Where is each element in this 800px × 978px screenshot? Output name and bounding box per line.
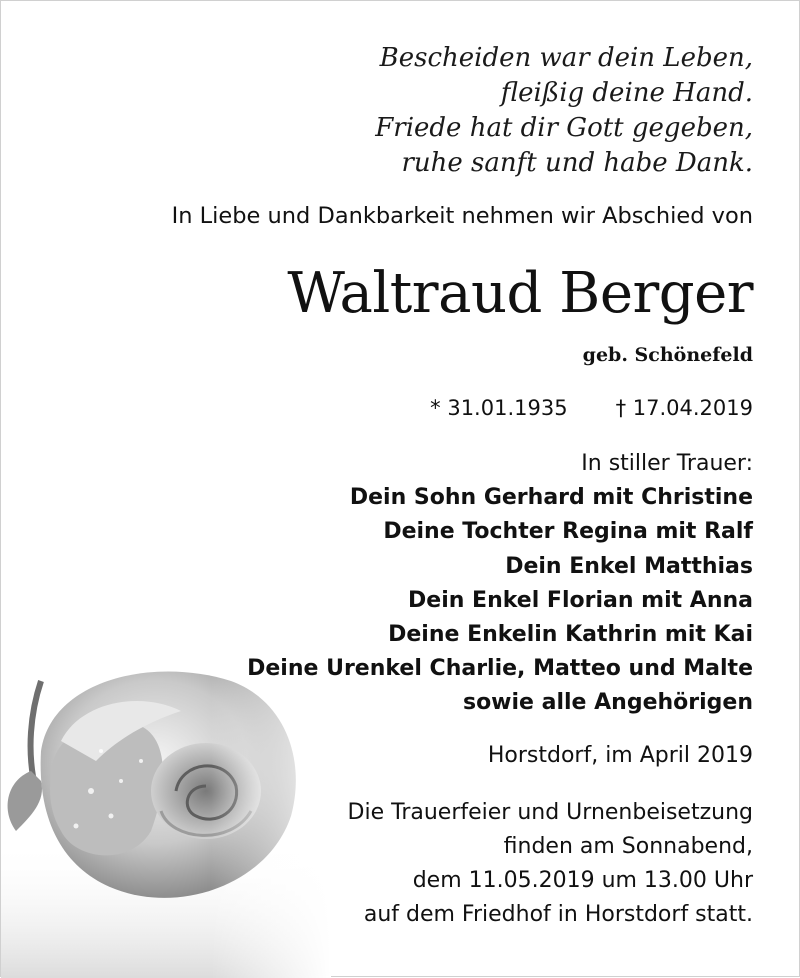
mourner: sowie alle Angehörigen: [462, 690, 753, 716]
mourner: Dein Enkel Matthias: [505, 553, 753, 579]
life-dates: [430, 393, 753, 423]
death-date: † 17.04.2019: [615, 396, 753, 420]
mourning-lead: In stiller Trauer:: [581, 451, 753, 476]
mourners-list: [247, 447, 753, 721]
service-line: finden am Sonnabend,: [503, 834, 753, 859]
farewell-intro: In Liebe und Dankbarkeit nehmen wir Abschied von: [171, 203, 753, 229]
memorial-poem: [375, 41, 753, 181]
mourner: Dein Enkel Florian mit Anna: [408, 587, 753, 613]
mourner: Deine Urenkel Charlie, Matteo und Malte: [247, 656, 753, 682]
poem-line: Friede hat dir Gott gegeben,: [375, 113, 753, 143]
birth-date: * 31.01.1935: [430, 396, 568, 420]
mourner: Dein Sohn Gerhard mit Christine: [349, 485, 753, 511]
poem-line: ruhe sanft und habe Dank.: [401, 148, 753, 178]
poem-line: Bescheiden war dein Leben,: [379, 43, 753, 73]
service-line: auf dem Friedhof in Horstdorf statt.: [363, 902, 753, 927]
place-date: Horstdorf, im April 2019: [487, 743, 753, 768]
funeral-service-info: [348, 796, 753, 932]
poem-line: fleißig deine Hand.: [500, 78, 753, 108]
service-line: Die Trauerfeier und Urnenbeisetzung: [347, 800, 753, 825]
mourner: Deine Enkelin Kathrin mit Kai: [388, 622, 753, 648]
birth-name: geb. Schönefeld: [582, 344, 753, 366]
mourner: Deine Tochter Regina mit Ralf: [383, 519, 753, 545]
deceased-name: Waltraud Berger: [287, 261, 753, 326]
service-line: dem 11.05.2019 um 13.00 Uhr: [412, 868, 753, 893]
